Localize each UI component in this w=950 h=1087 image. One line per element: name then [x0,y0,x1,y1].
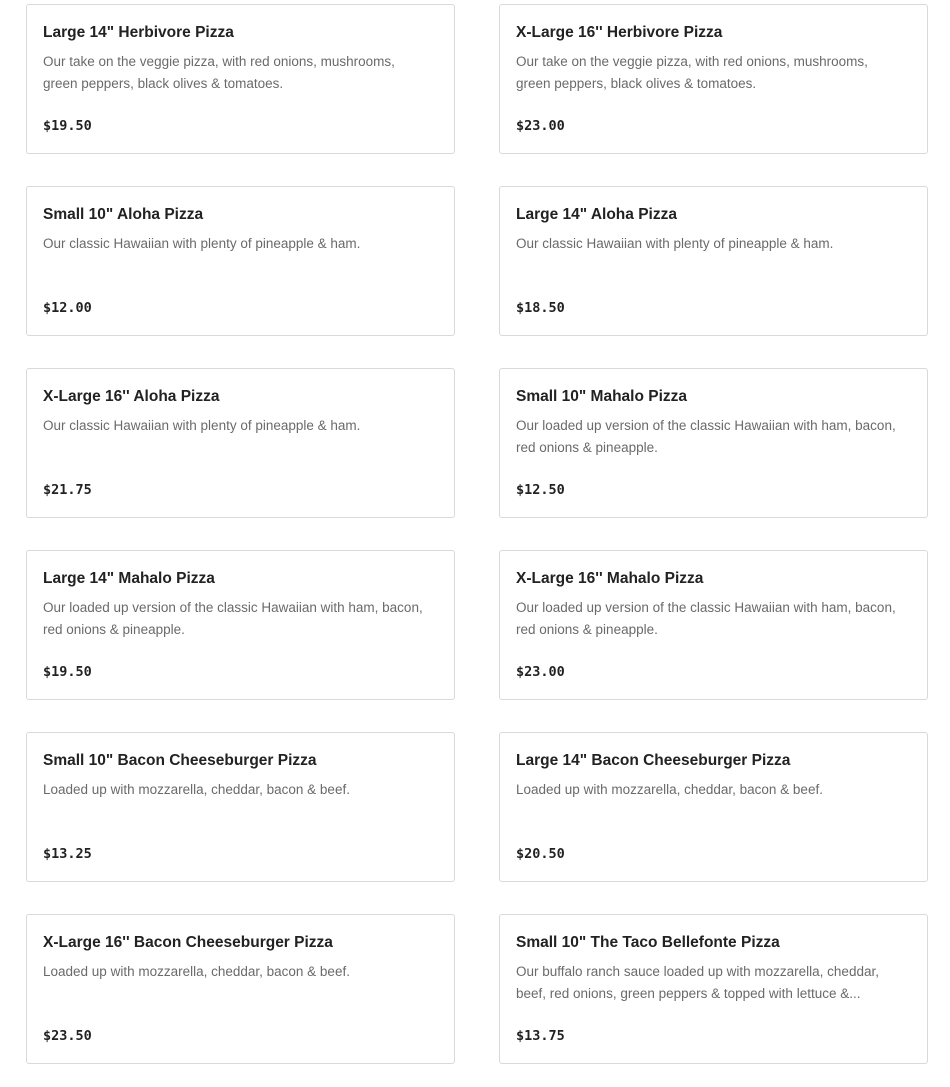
menu-item-description: Loaded up with mozzarella, cheddar, bacon & beef. [43,782,350,797]
menu-item-description: Our classic Hawaiian with plenty of pineapple & ham. [516,236,834,251]
menu-item-name: Large 14" Bacon Cheeseburger Pizza [516,752,791,769]
menu-item-name: X-Large 16'' Herbivore Pizza [516,24,723,41]
menu-item-price: $23.50 [43,1028,92,1044]
menu-item-card[interactable] [499,550,928,700]
menu-item-price: $20.50 [516,846,565,862]
menu-item-name: Large 14" Herbivore Pizza [43,24,234,41]
menu-item-description: Loaded up with mozzarella, cheddar, bacon & beef. [516,782,823,797]
menu-item-name: X-Large 16'' Mahalo Pizza [516,570,704,587]
menu-item-card[interactable] [26,914,455,1064]
menu-item-description: Our take on the veggie pizza, with red onions, mushrooms, green peppers, black olives & tomatoes. [516,54,868,91]
menu-item-card[interactable] [26,550,455,700]
menu-item-name: Small 10" The Taco Bellefonte Pizza [516,934,780,951]
menu-item-price: $23.00 [516,118,565,134]
menu-item-card[interactable] [26,732,455,882]
menu-item-price: $23.00 [516,664,565,680]
menu-item-card[interactable] [499,732,928,882]
menu-item-name: Large 14" Aloha Pizza [516,206,677,223]
menu-item-grid [26,4,928,1064]
menu-item-description: Our take on the veggie pizza, with red onions, mushrooms, green peppers, black olives & tomatoes. [43,54,395,91]
menu-item-description: Our loaded up version of the classic Hawaiian with ham, bacon, red onions & pineapple. [516,600,896,637]
menu-item-card[interactable] [499,4,928,154]
menu-item-card[interactable] [499,368,928,518]
menu-item-card[interactable] [499,914,928,1064]
menu-item-description: Our classic Hawaiian with plenty of pineapple & ham. [43,418,361,433]
menu-item-description: Our loaded up version of the classic Hawaiian with ham, bacon, red onions & pineapple. [43,600,423,637]
menu-item-name: X-Large 16'' Bacon Cheeseburger Pizza [43,934,333,951]
menu-item-description: Loaded up with mozzarella, cheddar, bacon & beef. [43,964,350,979]
menu-item-card[interactable] [499,186,928,336]
menu-item-price: $12.50 [516,482,565,498]
menu-item-price: $13.75 [516,1028,565,1044]
menu-item-description: Our buffalo ranch sauce loaded up with mozzarella, cheddar, beef, red onions, green peppers & topped with lettuce &... [516,964,879,1001]
menu-item-name: Large 14" Mahalo Pizza [43,570,215,587]
menu-item-description: Our loaded up version of the classic Hawaiian with ham, bacon, red onions & pineapple. [516,418,896,455]
menu-item-card[interactable] [26,368,455,518]
menu-item-description: Our classic Hawaiian with plenty of pineapple & ham. [43,236,361,251]
menu-item-price: $19.50 [43,118,92,134]
menu-item-card[interactable] [26,4,455,154]
menu-item-price: $21.75 [43,482,92,498]
menu-item-price: $18.50 [516,300,565,316]
menu-item-price: $12.00 [43,300,92,316]
menu-item-price: $13.25 [43,846,92,862]
menu-item-name: Small 10" Bacon Cheeseburger Pizza [43,752,317,769]
menu-item-name: Small 10" Mahalo Pizza [516,388,688,405]
menu-item-name: Small 10" Aloha Pizza [43,206,204,223]
menu-item-card[interactable] [26,186,455,336]
menu-item-name: X-Large 16'' Aloha Pizza [43,388,220,405]
menu-item-price: $19.50 [43,664,92,680]
